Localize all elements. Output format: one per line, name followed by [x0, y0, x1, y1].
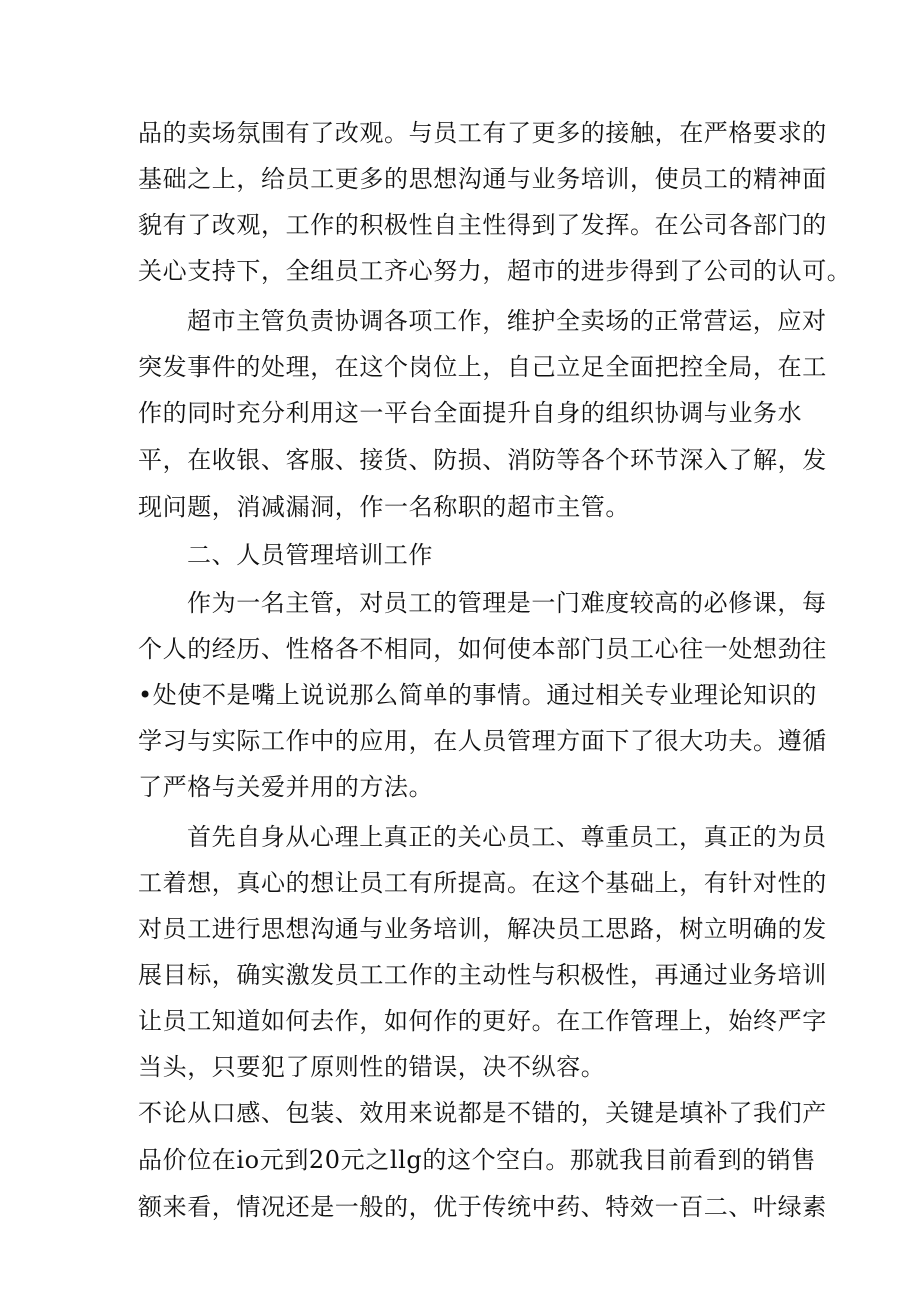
paragraph-first-line: 超市主管负责协调各项工作，维护全卖场的正常营运，应对 — [187, 307, 827, 335]
paragraph-first-line: 首先自身从心理上真正的关心员工、尊重员工，真正的为员 — [187, 823, 827, 851]
text-line: 现问题，消减漏洞，作一名称职的超市主管。 — [138, 493, 630, 521]
text-line: 关心支持下，全组员工齐心努力，超市的进步得到了公司的认可。 — [138, 257, 852, 285]
text-line: 作的同时充分利用这一平台全面提升自身的组织协调与业务水 — [138, 399, 803, 427]
text-line: 不论从口感、包装、效用来说都是不错的，关键是填补了我们产 — [138, 1099, 827, 1127]
text-line: 品价位在io元到20元之llg的这个空白。那就我目前看到的销售 — [138, 1146, 816, 1174]
text-line: •处使不是嘴上说说那么简单的事情。通过相关专业理论知识的 — [138, 681, 817, 709]
section-heading: 二、人员管理培训工作 — [187, 541, 433, 569]
text-line: 展目标，确实激发员工工作的主动性与积极性，再通过业务培训 — [138, 961, 827, 989]
text-line: 当头，只要犯了原则性的错误，决不纵容。 — [138, 1053, 606, 1081]
text-line: 学习与实际工作中的应用，在人员管理方面下了很大功夫。遵循 — [138, 727, 827, 755]
text-line: 让员工知道如何去作，如何作的更好。在工作管理上，始终严字 — [138, 1007, 827, 1035]
text-line: 貌有了改观，工作的积极性自主性得到了发挥。在公司各部门的 — [138, 211, 827, 239]
text-line: 额来看，情况还是一般的，优于传统中药、特效一百二、叶绿素 — [138, 1193, 827, 1221]
text-line: 突发事件的处理，在这个岗位上，自己立足全面把控全局，在工 — [138, 353, 827, 381]
text-line: 了严格与关爱并用的方法。 — [138, 773, 434, 801]
paragraph-first-line: 作为一名主管，对员工的管理是一门难度较高的必修课，每 — [187, 589, 827, 617]
text-line: 平，在收银、客服、接货、防损、消防等各个环节深入了解，发 — [138, 446, 827, 474]
text-line: 对员工进行思想沟通与业务培训，解决员工思路，树立明确的发 — [138, 915, 827, 943]
text-line: 工着想，真心的想让员工有所提高。在这个基础上，有针对性的 — [138, 869, 827, 897]
text-line: 品的卖场氛围有了改观。与员工有了更多的接触，在严格要求的 — [138, 119, 827, 147]
text-line: 个人的经历、性格各不相同，如何使本部门员工心往一处想劲往 — [138, 635, 827, 663]
text-line: 基础之上，给员工更多的思想沟通与业务培训，使员工的精神面 — [138, 165, 827, 193]
